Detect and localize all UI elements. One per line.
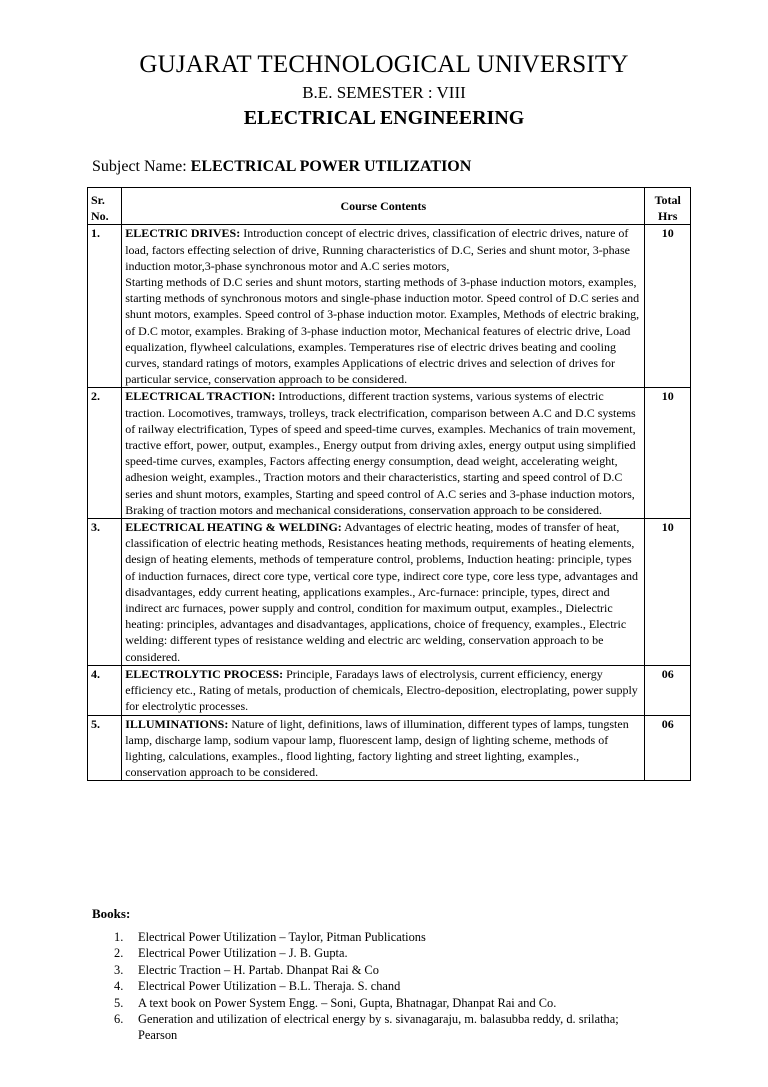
list-item: 6. Generation and utilization of electrical energy by s. sivanagaraju, m. balasubba reddy, d. srilatha; Pearson [114, 1012, 619, 1043]
table-row [88, 225, 691, 388]
row-text: Introductions, different traction systems, various systems of electric traction. Locomotives, tramways, trolleys, track electrification, comparison between A.C and D.C systems of railway electrification, Types of speed and speed-time curves, examples. Mechanics of train movement, tractive effort, power, output, examples., Energy output from driving axles, energy output using simplified speed-time curves, examples, Factors affecting energy consumption, dead weight, accelerating weight, adhesion weight, examples., Traction motors and their characteristics, starting and speed control of D.C series and shunt motors, examples, Starting and speed control of A.C series and 3-phase induction motors, Braking of traction motors and mechanical considerations, conservation approach to be considered. [125, 389, 636, 517]
books-heading: Books: [92, 906, 131, 921]
subject-name: ELECTRICAL POWER UTILIZATION [190, 158, 472, 175]
row-title: ELECTRIC DRIVES: [125, 226, 241, 241]
course-contents-table [87, 187, 691, 781]
semester-heading: B.E. SEMESTER : VIII [302, 83, 466, 102]
row-text: Principle, Faradays laws of electrolysis, current efficiency, energy efficiency etc., Rating of metals, production of chemicals, Electro-deposition, electroplating, power supply for electrolytic processes. [125, 666, 638, 714]
list-item: 1. Electrical Power Utilization – Taylor, Pitman Publications [114, 930, 426, 944]
row-content [122, 665, 645, 715]
row-text: Advantages of electric heating, modes of transfer of heat, classification of electric heating methods, Resistances heating methods, requirements of heating elements, design of heating elements, methods of temperature control, problems, Induction heating: principle, types of induction furnaces, direct core type, vertical core type, indirect core type, core less type, advantages and disadvantages, eddy current heating, applications examples., Arc-furnace: principle, types, direct and indirect arc furnaces, power supply and control, condition for maximum output, examples., Dielectric heating: principles, advantages and disadvantages, applications, choice of frequency, examples., Electric welding: different types of resistance welding and electric arc welding, conservation approach to be considered. [125, 520, 638, 664]
row-sr-no: 3. [88, 519, 122, 666]
table-header-row [88, 188, 691, 225]
list-item: 4. Electrical Power Utilization – B.L. Theraja. S. chand [114, 979, 401, 994]
row-sr-no: 5. [88, 715, 122, 781]
table-row [88, 388, 691, 519]
row-sr-no: 1. [88, 225, 122, 388]
row-title: ELECTROLYTIC PROCESS: [125, 666, 284, 681]
university-title: GUJARAT TECHNOLOGICAL UNIVERSITY [139, 51, 629, 78]
list-item: 5. A text book on Power System Engg. – Soni, Gupta, Bhatnagar, Dhanpat Rai and Co. [114, 995, 557, 1010]
books-list [92, 929, 652, 1044]
row-sr-no: 4. [88, 665, 122, 715]
row-content [122, 519, 645, 666]
row-content [122, 225, 645, 388]
course-contents-header: Course Contents [122, 188, 645, 225]
row-text-cont: Starting methods of D.C series and shunt motors, starting methods of 3-phase induction motors, examples, starting methods of synchronous motors and single-phase induction motor. Speed control of D.C series and shunt motors, examples. Speed control of 3-phase induction motor. Examples, Methods of electric braking, of D.C motor, examples. Braking of 3-phase induction motor, Mechanical features of electric drive, Load equalization, flywheel calculations, examples. Temperatures rise of electric drives beating and cooling curves, standard ratings of motors, examples Applications of electric drives and selection of drives for particular service, conservation approach to be considered. [125, 275, 640, 387]
table-row [88, 519, 691, 666]
row-hours: 10 [645, 388, 691, 519]
row-hours: 06 [645, 715, 691, 781]
sr-no-header: Sr. No. [88, 188, 122, 225]
row-hours: 10 [645, 225, 691, 388]
row-text: Introduction concept of electric drives, classification of electric drives, nature of load, factors effecting selection of drive, Running characteristics of D.C, Series and shunt motor, 3-phase induction motor,3-phase synchronous motor and A.C series motors, [125, 226, 631, 273]
row-content [122, 388, 645, 519]
row-title: ILLUMINATIONS: [125, 716, 229, 731]
list-item: 2. Electrical Power Utilization – J. B. Gupta. [114, 946, 348, 961]
row-hours: 06 [645, 665, 691, 715]
total-hrs-header: Total Hrs [645, 188, 691, 225]
table-row [88, 665, 691, 715]
subject-label: Subject Name: [92, 158, 187, 175]
list-item: 3. Electric Traction – H. Partab. Dhanpat Rai & Co [114, 962, 379, 977]
row-hours: 10 [645, 519, 691, 666]
row-title: ELECTRICAL TRACTION: [125, 389, 276, 404]
table-row [88, 715, 691, 781]
branch-heading: ELECTRICAL ENGINEERING [243, 107, 525, 129]
row-title: ELECTRICAL HEATING & WELDING: [125, 520, 342, 535]
row-content [122, 715, 645, 781]
row-text: Nature of light, definitions, laws of illumination, different types of lamps, tungsten lamp, discharge lamp, sodium vapour lamp, fluorescent lamp, design of lighting scheme, methods of lighting, calculations, examples., flood lighting, factory lighting and street lighting, examples., conservation approach to be considered. [125, 716, 629, 780]
subject-line [92, 157, 471, 177]
row-sr-no: 2. [88, 388, 122, 519]
